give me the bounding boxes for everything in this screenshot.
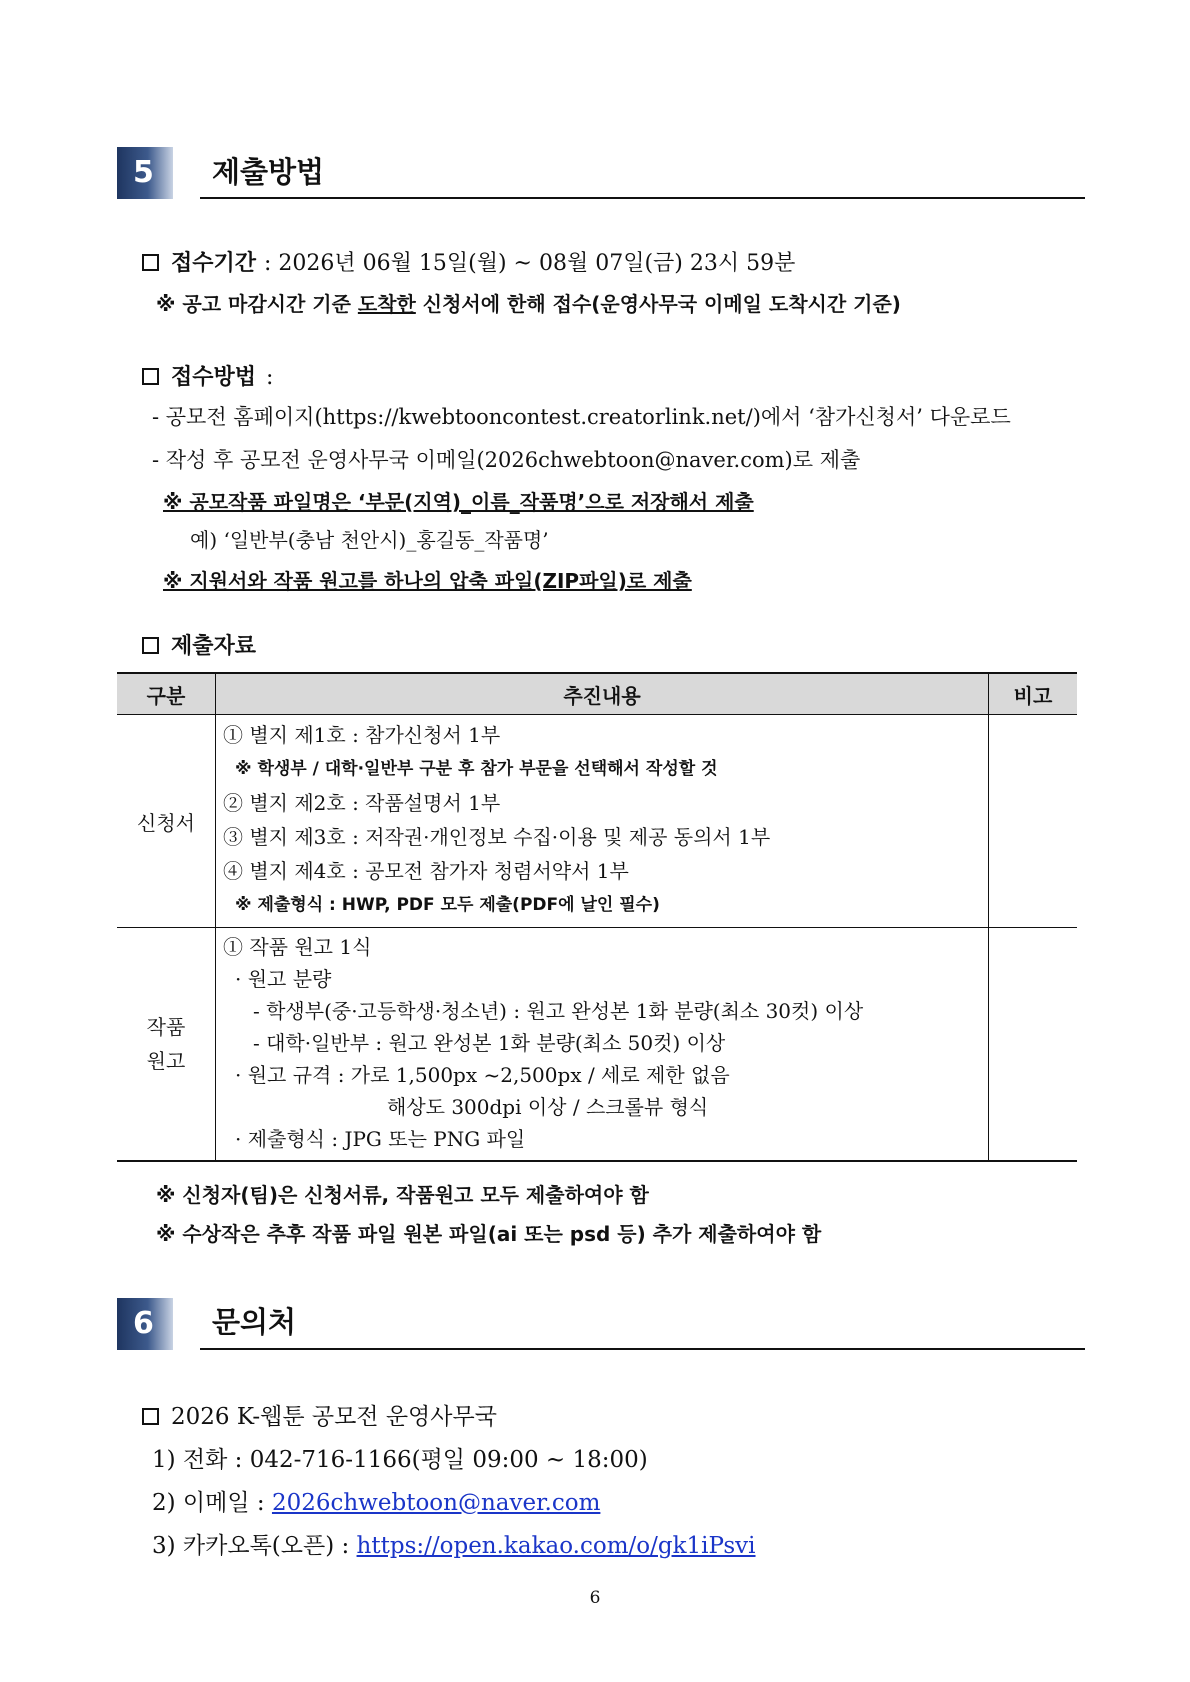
list-item: - 대학·일반부 : 원고 완성본 1화 분량(최소 50컷) 이상: [253, 1031, 726, 1055]
method-colon: :: [266, 365, 274, 390]
list-item: ① 별지 제1호 : 참가신청서 1부: [223, 723, 501, 747]
filename-example: 예) ‘일반부(충남 천안시)_홍길동_작품명’: [190, 528, 549, 552]
list-item: 해상도 300dpi 이상 / 스크롤뷰 형식: [387, 1095, 709, 1119]
checkbox-square-icon: [142, 637, 159, 654]
method-step-1: - 공모전 홈페이지(https://kwebtooncontest.creatorlink.net/)에서 ‘참가신청서’ 다운로드: [152, 405, 1011, 429]
email-link[interactable]: 2026chwebtoon@naver.com: [271, 1490, 601, 1516]
contact-kakao-label: 3) 카카오톡(오픈) :: [152, 1533, 357, 1559]
list-item: ④ 별지 제4호 : 공모전 참가자 청렴서약서 1부: [223, 859, 629, 883]
row-remark: [989, 715, 1078, 928]
checkbox-square-icon: [142, 254, 159, 271]
method-label: 접수방법: [171, 365, 257, 390]
list-item: ③ 별지 제3호 : 저작권·개인정보 수집·이용 및 제공 동의서 1부: [223, 825, 771, 849]
period-note-prefix: ※ 공고 마감시간 기준: [156, 292, 358, 316]
section-title: 문의처: [212, 1305, 297, 1339]
period-note-underlined: 도착한: [357, 292, 416, 316]
list-item: · 제출형식 : JPG 또는 PNG 파일: [235, 1127, 526, 1151]
row-content: [216, 715, 989, 928]
filename-note: ※ 공모작품 파일명은 ‘부문(지역)_이름_작품명’으로 저장해서 제출: [163, 490, 754, 514]
submission-note-2: ※ 수상작은 추후 작품 파일 원본 파일(ai 또는 psd 등) 추가 제출하여야 함: [156, 1222, 822, 1246]
section-title: 제출방법: [212, 155, 325, 189]
contact-kakao: [152, 1527, 756, 1560]
table-header: 구분: [117, 673, 216, 715]
table-row: [117, 928, 1077, 1162]
zip-note: ※ 지원서와 작품 원고를 하나의 압축 파일(ZIP파일)로 제출: [163, 569, 692, 593]
materials-line: [142, 629, 256, 660]
list-item: ① 작품 원고 1식: [223, 935, 372, 959]
list-item-note: ※ 제출형식 : HWP, PDF 모두 제출(PDF에 날인 필수): [235, 895, 660, 915]
list-item: · 원고 분량: [235, 967, 332, 991]
table-header: 추진내용: [216, 673, 989, 715]
list-item-note: ※ 학생부 / 대학·일반부 구분 후 참가 부문을 선택해서 작성할 것: [235, 759, 718, 779]
list-item: - 학생부(중·고등학생·청소년) : 원고 완성본 1화 분량(최소 30컷) 이상: [253, 999, 864, 1023]
section-number-badge: 6: [117, 1298, 173, 1350]
materials-table: [117, 672, 1077, 1162]
contact-org: [142, 1398, 497, 1431]
period-value: : 2026년 06월 15일(월) ~ 08월 07일(금) 23시 59분: [264, 251, 796, 276]
contact-phone: 1) 전화 : 042-716-1166(평일 09:00 ~ 18:00): [152, 1447, 648, 1473]
method-line: [142, 360, 273, 391]
row-category-line: 원고: [146, 1049, 186, 1073]
kakao-link[interactable]: https://open.kakao.com/o/gk1iPsvi: [356, 1533, 756, 1559]
row-category: 신청서: [117, 715, 216, 928]
table-header: 비고: [989, 673, 1078, 715]
materials-label: 제출자료: [171, 634, 257, 659]
contact-email: [152, 1484, 600, 1517]
row-remark: [989, 928, 1078, 1162]
checkbox-square-icon: [142, 368, 159, 385]
list-item: · 원고 규격 : 가로 1,500px ~2,500px / 세로 제한 없음: [235, 1063, 730, 1087]
contact-org-text: 2026 K-웹툰 공모전 운영사무국: [171, 1404, 497, 1430]
table-row: [117, 715, 1077, 928]
section-divider: [200, 1348, 1085, 1350]
list-item: ② 별지 제2호 : 작품설명서 1부: [223, 791, 501, 815]
section-number-badge: 5: [117, 147, 173, 199]
row-category-line: 작품: [146, 1015, 186, 1039]
contact-email-label: 2) 이메일 :: [152, 1490, 272, 1516]
period-note: [156, 288, 901, 317]
checkbox-square-icon: [142, 1408, 159, 1425]
row-content: [216, 928, 989, 1162]
submission-note-1: ※ 신청자(팀)은 신청서류, 작품원고 모두 제출하여야 함: [156, 1183, 649, 1207]
period-label: 접수기간: [171, 251, 257, 276]
period-line: [142, 246, 795, 277]
page-number: 6: [589, 1588, 601, 1608]
method-step-2: - 작성 후 공모전 운영사무국 이메일(2026chwebtoon@naver.com)로 제출: [152, 448, 861, 472]
table-header-row: [117, 673, 1077, 715]
period-note-suffix: 신청서에 한해 접수(운영사무국 이메일 도착시간 기준): [415, 292, 901, 316]
row-category: [117, 928, 216, 1162]
section-divider: [200, 197, 1085, 199]
